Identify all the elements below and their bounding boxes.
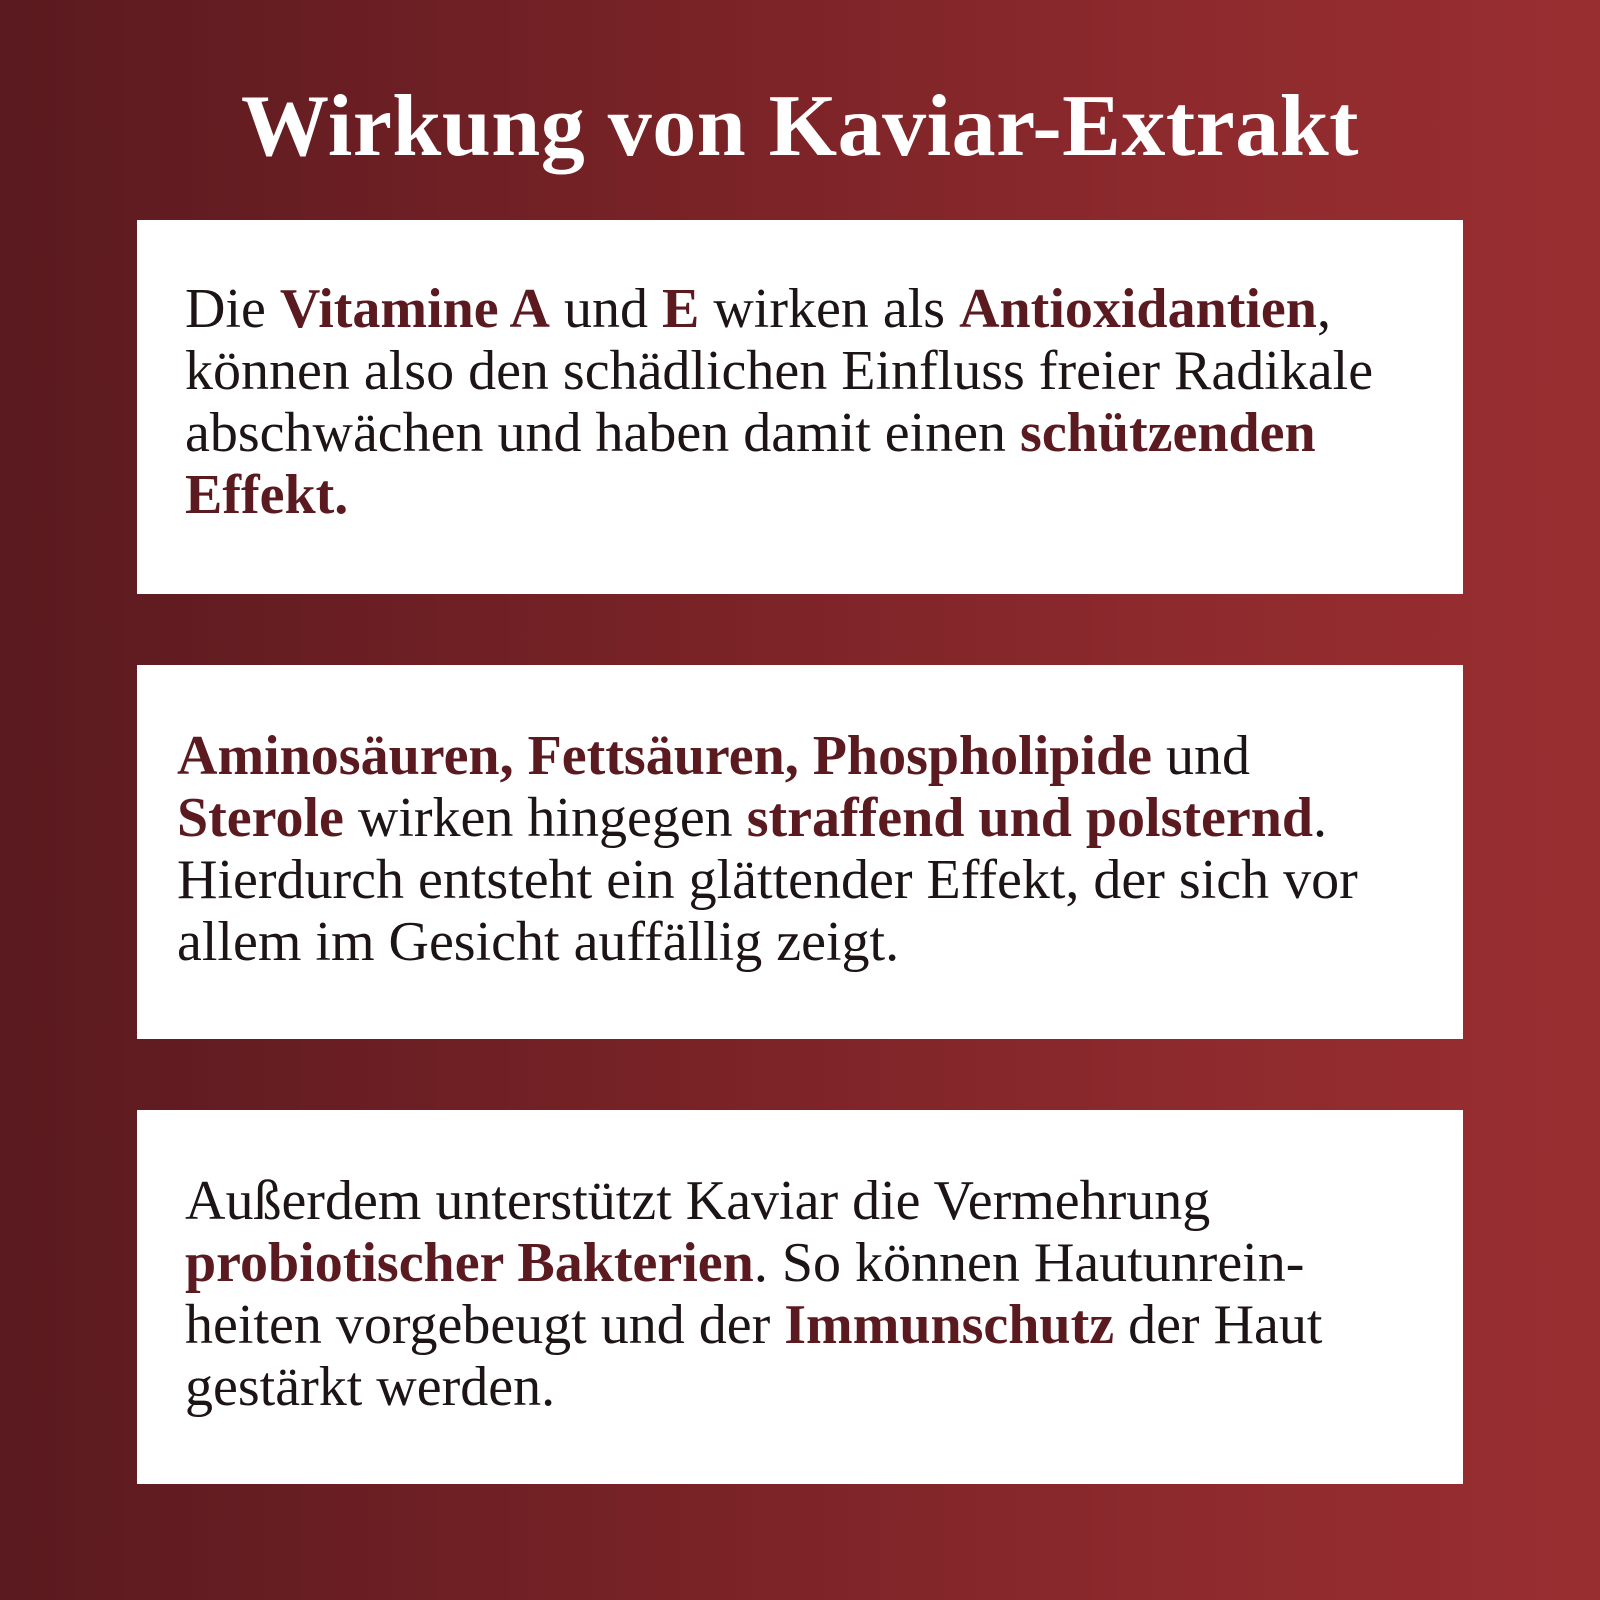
text-segment: und (1151, 725, 1250, 787)
info-card-probiotics (137, 1110, 1463, 1484)
highlight-text: Antioxidantien (959, 278, 1317, 340)
text-segment: Außerdem unterstützt Kaviar die Vermehrung (185, 1170, 1211, 1232)
text-segment: wirken als (699, 278, 960, 340)
text-segment: der Haut gestärkt werden. (185, 1294, 1323, 1418)
card-text (185, 1170, 1423, 1418)
highlight-text: Vitamine A (279, 278, 550, 340)
text-segment: . Hierdurch entsteht ein glättender Effekt, der sich vor allem im Gesicht auffällig zeigt. (177, 787, 1358, 973)
page-title: Wirkung von Kaviar-Extrakt (241, 78, 1359, 175)
highlight-text: Aminosäuren, Fettsäuren, Phospholipide (177, 725, 1152, 787)
text-segment: und (550, 278, 662, 340)
text-segment: , können also den schädlichen Einfluss freier Radikale abschwächen und haben damit einen (185, 278, 1374, 464)
card-text (177, 725, 1423, 973)
highlight-text: straffend und polsternd (746, 787, 1314, 849)
text-segment: . So können Hautunrein-heiten vorgebeugt und der (185, 1232, 1305, 1356)
text-segment: wirken hingegen (343, 787, 747, 849)
highlight-text: Immunschutz (784, 1294, 1115, 1356)
highlight-text: probiotischer Bakterien (185, 1232, 754, 1294)
highlight-text: Sterole (177, 787, 344, 849)
text-segment: Die (185, 278, 280, 340)
info-card-firming (137, 665, 1463, 1039)
card-text (185, 278, 1423, 526)
highlight-text: schützenden Effekt. (185, 402, 1316, 526)
highlight-text: E (662, 278, 700, 340)
info-card-antioxidants (137, 220, 1463, 594)
